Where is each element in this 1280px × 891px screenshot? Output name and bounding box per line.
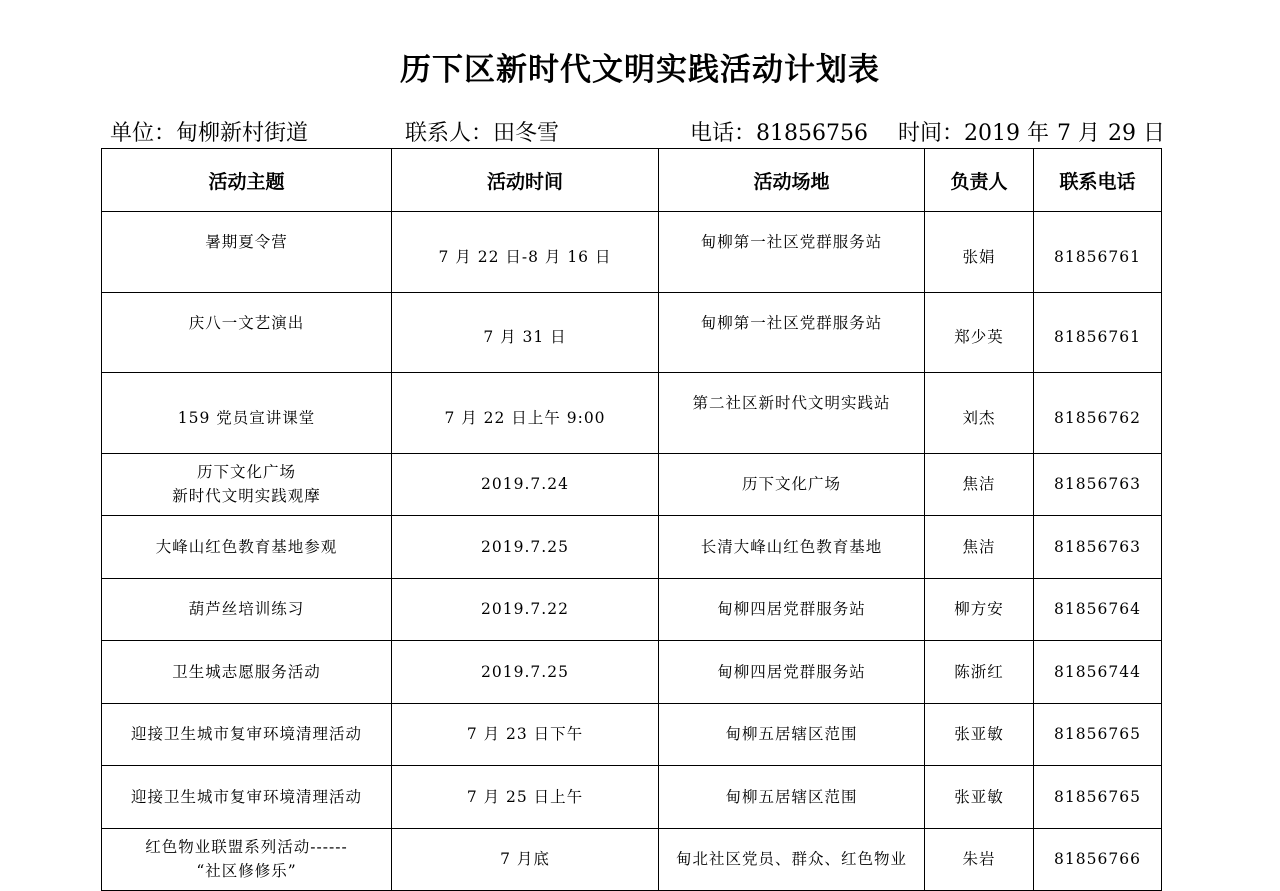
cell-theme bbox=[102, 703, 392, 766]
cell-time: 2019.7.25 bbox=[392, 641, 659, 704]
cell-theme bbox=[102, 453, 392, 516]
document-date bbox=[898, 116, 1165, 147]
cell-phone: 81856763 bbox=[1034, 453, 1162, 516]
cell-venue: 甸柳第一社区党群服务站 bbox=[659, 292, 925, 373]
date-day: 29 日 bbox=[1107, 121, 1165, 146]
cell-venue: 甸柳五居辖区范围 bbox=[659, 703, 925, 766]
theme-line-1: 历下文化广场 bbox=[196, 463, 296, 482]
cell-time: 2019.7.22 bbox=[392, 578, 659, 641]
cell-leader: 张亚敏 bbox=[925, 766, 1034, 829]
cell-venue: 甸柳五居辖区范围 bbox=[659, 766, 925, 829]
cell-phone: 81856766 bbox=[1034, 828, 1162, 891]
header-phone: 联系电话 bbox=[1034, 149, 1162, 212]
cell-time: 7 月底 bbox=[392, 828, 659, 891]
header-time: 活动时间 bbox=[392, 149, 659, 212]
cell-leader: 张亚敏 bbox=[925, 703, 1034, 766]
table-row bbox=[102, 453, 1162, 516]
cell-venue: 甸柳第一社区党群服务站 bbox=[659, 212, 925, 293]
cell-theme bbox=[102, 641, 392, 704]
cell-time: 7 月 22 日上午 9:00 bbox=[392, 373, 659, 454]
cell-venue: 第二社区新时代文明实践站 bbox=[659, 373, 925, 454]
table-row bbox=[102, 828, 1162, 891]
table-row bbox=[102, 766, 1162, 829]
theme-line-2: 新时代文明实践观摩 bbox=[172, 487, 321, 506]
table-row bbox=[102, 373, 1162, 454]
theme-line-1: 葫芦丝培训练习 bbox=[188, 600, 305, 619]
cell-phone: 81856762 bbox=[1034, 373, 1162, 454]
table-row bbox=[102, 641, 1162, 704]
theme-line-2: “社区修修乐” bbox=[196, 862, 297, 881]
phone-number: 电话：81856756 bbox=[690, 121, 868, 146]
cell-leader: 张娟 bbox=[925, 212, 1034, 293]
activity-plan-table bbox=[101, 148, 1162, 891]
cell-venue: 历下文化广场 bbox=[659, 453, 925, 516]
cell-leader: 刘杰 bbox=[925, 373, 1034, 454]
cell-time: 7 月 22 日-8 月 16 日 bbox=[392, 212, 659, 293]
cell-theme bbox=[102, 766, 392, 829]
cell-leader: 焦洁 bbox=[925, 516, 1034, 579]
theme-line-1: 大峰山红色教育基地参观 bbox=[155, 537, 338, 556]
table-header-row bbox=[102, 149, 1162, 212]
cell-theme bbox=[102, 212, 392, 293]
cell-theme bbox=[102, 578, 392, 641]
theme-line-1: 迎接卫生城市复审环境清理活动 bbox=[130, 787, 362, 806]
cell-leader: 朱岩 bbox=[925, 828, 1034, 891]
table-row bbox=[102, 212, 1162, 293]
cell-time: 7 月 23 日下午 bbox=[392, 703, 659, 766]
cell-venue: 长清大峰山红色教育基地 bbox=[659, 516, 925, 579]
cell-venue: 甸柳四居党群服务站 bbox=[659, 641, 925, 704]
cell-time: 7 月 31 日 bbox=[392, 292, 659, 373]
cell-phone: 81856763 bbox=[1034, 516, 1162, 579]
cell-leader: 焦洁 bbox=[925, 453, 1034, 516]
table-row bbox=[102, 516, 1162, 579]
document-title: 历下区新时代文明实践活动计划表 bbox=[400, 52, 880, 88]
cell-time: 2019.7.24 bbox=[392, 453, 659, 516]
date-year: 时间：2019 年 bbox=[898, 121, 1049, 146]
cell-leader: 陈浙红 bbox=[925, 641, 1034, 704]
cell-theme bbox=[102, 516, 392, 579]
cell-venue: 甸柳四居党群服务站 bbox=[659, 578, 925, 641]
theme-line-1: 红色物业联盟系列活动------ bbox=[145, 838, 348, 857]
contact-person: 联系人：田冬雪 bbox=[405, 121, 560, 146]
cell-theme bbox=[102, 828, 392, 891]
cell-phone: 81856744 bbox=[1034, 641, 1162, 704]
date-month: 7 月 bbox=[1056, 121, 1100, 146]
cell-time: 7 月 25 日上午 bbox=[392, 766, 659, 829]
cell-leader: 柳方安 bbox=[925, 578, 1034, 641]
header-leader: 负责人 bbox=[925, 149, 1034, 212]
cell-time: 2019.7.25 bbox=[392, 516, 659, 579]
theme-line-1: 暑期夏令营 bbox=[205, 233, 288, 251]
theme-line-1: 庆八一文艺演出 bbox=[188, 313, 305, 332]
table-row bbox=[102, 578, 1162, 641]
cell-phone: 81856761 bbox=[1034, 212, 1162, 293]
table-row bbox=[102, 703, 1162, 766]
cell-theme bbox=[102, 373, 392, 454]
cell-phone: 81856761 bbox=[1034, 292, 1162, 373]
header-venue: 活动场地 bbox=[659, 149, 925, 212]
unit-label: 单位：甸柳新村街道 bbox=[110, 121, 309, 146]
cell-phone: 81856765 bbox=[1034, 703, 1162, 766]
cell-phone: 81856764 bbox=[1034, 578, 1162, 641]
cell-leader: 郑少英 bbox=[925, 292, 1034, 373]
cell-theme bbox=[102, 292, 392, 373]
theme-line-1: 159 党员宣讲课堂 bbox=[177, 408, 316, 427]
table-row bbox=[102, 292, 1162, 373]
theme-line-1: 卫生城志愿服务活动 bbox=[172, 662, 321, 681]
header-theme: 活动主题 bbox=[102, 149, 392, 212]
theme-line-1: 迎接卫生城市复审环境清理活动 bbox=[130, 725, 362, 744]
cell-venue: 甸北社区党员、群众、红色物业 bbox=[659, 828, 925, 891]
cell-phone: 81856765 bbox=[1034, 766, 1162, 829]
